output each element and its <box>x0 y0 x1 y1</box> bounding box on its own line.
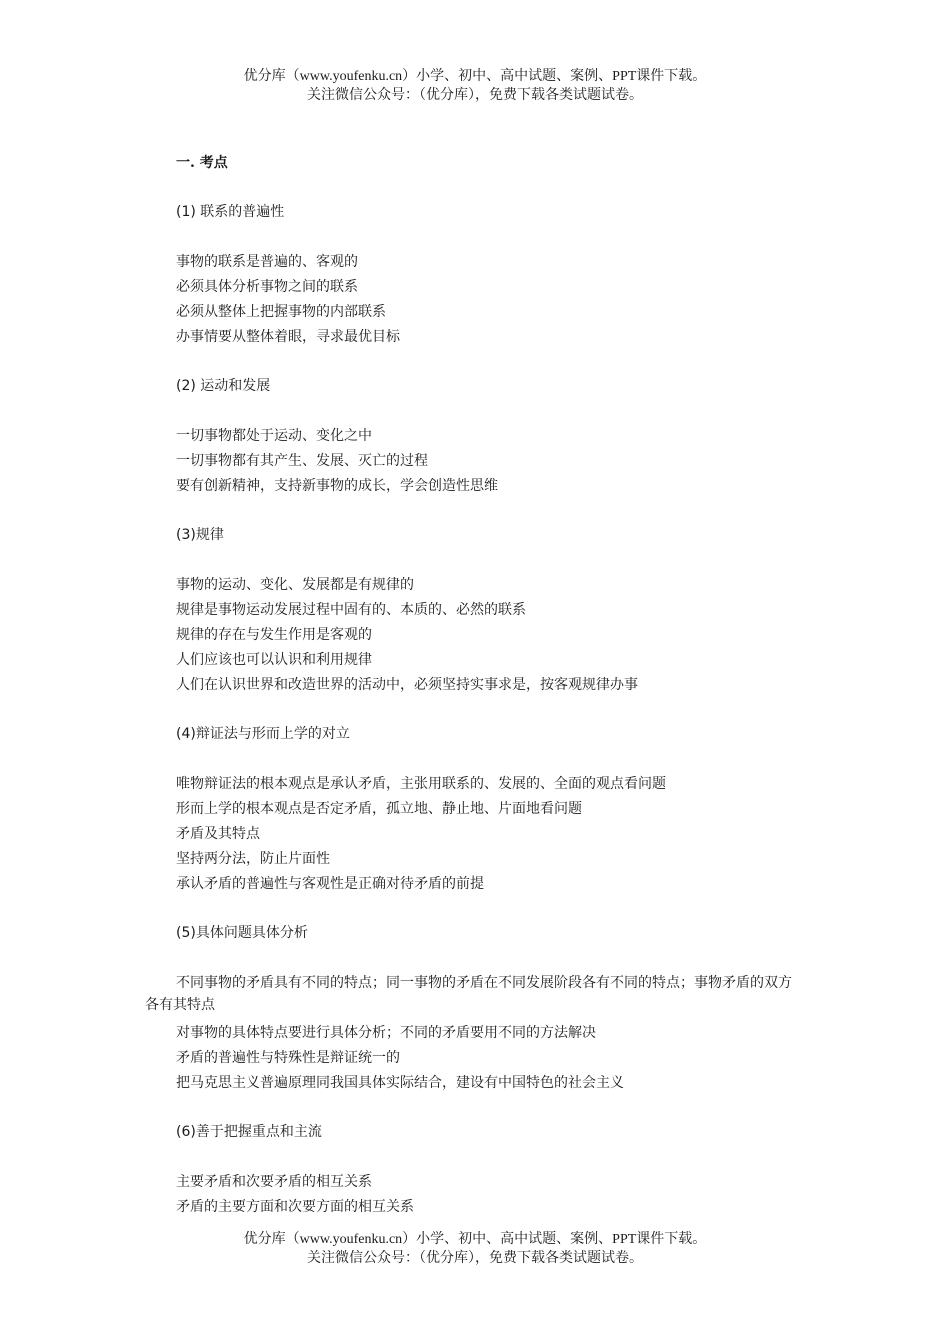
header-line-2: 关注微信公众号：（优分库），免费下载各类试题试卷。 <box>307 88 643 103</box>
body-line: 一切事物都有其产生、发展、灭亡的过程 <box>176 453 428 469</box>
section-heading: (6)善于把握重点和主流 <box>176 1124 322 1140</box>
body-line: 把马克思主义普遍原理同我国具体实际结合，建设有中国特色的社会主义 <box>176 1075 624 1091</box>
section-heading: (2) 运动和发展 <box>176 378 271 394</box>
body-line: 事物的联系是普遍的、客观的 <box>176 254 358 270</box>
body-line: 规律的存在与发生作用是客观的 <box>176 627 372 643</box>
section-heading: (5)具体问题具体分析 <box>176 925 308 941</box>
footer-line-1: 优分库（www.youfenku.cn）小学、初中、高中试题、案例、PPT课件下载。 <box>243 1232 707 1247</box>
body-line: 对事物的具体特点要进行具体分析；不同的矛盾要用不同的方法解决 <box>176 1025 596 1041</box>
section-heading: (1) 联系的普遍性 <box>176 204 285 220</box>
body-line: 事物的运动、变化、发展都是有规律的 <box>176 577 414 593</box>
body-line: 唯物辩证法的根本观点是承认矛盾，主张用联系的、发展的、全面的观点看问题 <box>176 776 666 792</box>
body-line: 矛盾及其特点 <box>176 826 260 842</box>
body-line: 要有创新精神，支持新事物的成长，学会创造性思维 <box>176 478 498 494</box>
body-line: 人们在认识世界和改造世界的活动中，必须坚持实事求是，按客观规律办事 <box>176 677 638 693</box>
body-line: 主要矛盾和次要矛盾的相互关系 <box>176 1174 372 1190</box>
page-header <box>0 67 950 105</box>
body-line: 坚持两分法，防止片面性 <box>176 851 330 867</box>
body-line: 必须从整体上把握事物的内部联系 <box>176 304 386 320</box>
doc-title: 一. 考点 <box>176 155 228 171</box>
body-line: 不同事物的矛盾具有不同的特点；同一事物的矛盾在不同发展阶段各有不同的特点；事物矛盾的双方各有其特点 <box>145 975 792 1013</box>
body-line: 形而上学的根本观点是否定矛盾，孤立地、静止地、片面地看问题 <box>176 801 582 817</box>
body-line: 规律是事物运动发展过程中固有的、本质的、必然的联系 <box>176 602 526 618</box>
section-heading: (4)辩证法与形而上学的对立 <box>176 726 350 742</box>
body-line: 承认矛盾的普遍性与客观性是正确对待矛盾的前提 <box>176 876 484 892</box>
body-line: 矛盾的普遍性与特殊性是辩证统一的 <box>176 1050 400 1066</box>
section-heading: (3)规律 <box>176 527 224 543</box>
page-footer <box>0 1230 950 1268</box>
body-line: 一切事物都处于运动、变化之中 <box>176 428 372 444</box>
header-line-1: 优分库（www.youfenku.cn）小学、初中、高中试题、案例、PPT课件下载。 <box>243 69 707 84</box>
body-line: 办事情要从整体着眼，寻求最优目标 <box>176 329 400 345</box>
footer-line-2: 关注微信公众号：（优分库），免费下载各类试题试卷。 <box>307 1251 643 1266</box>
body-line: 矛盾的主要方面和次要方面的相互关系 <box>176 1199 414 1215</box>
body-line: 必须具体分析事物之间的联系 <box>176 279 358 295</box>
body-line: 人们应该也可以认识和利用规律 <box>176 652 372 668</box>
